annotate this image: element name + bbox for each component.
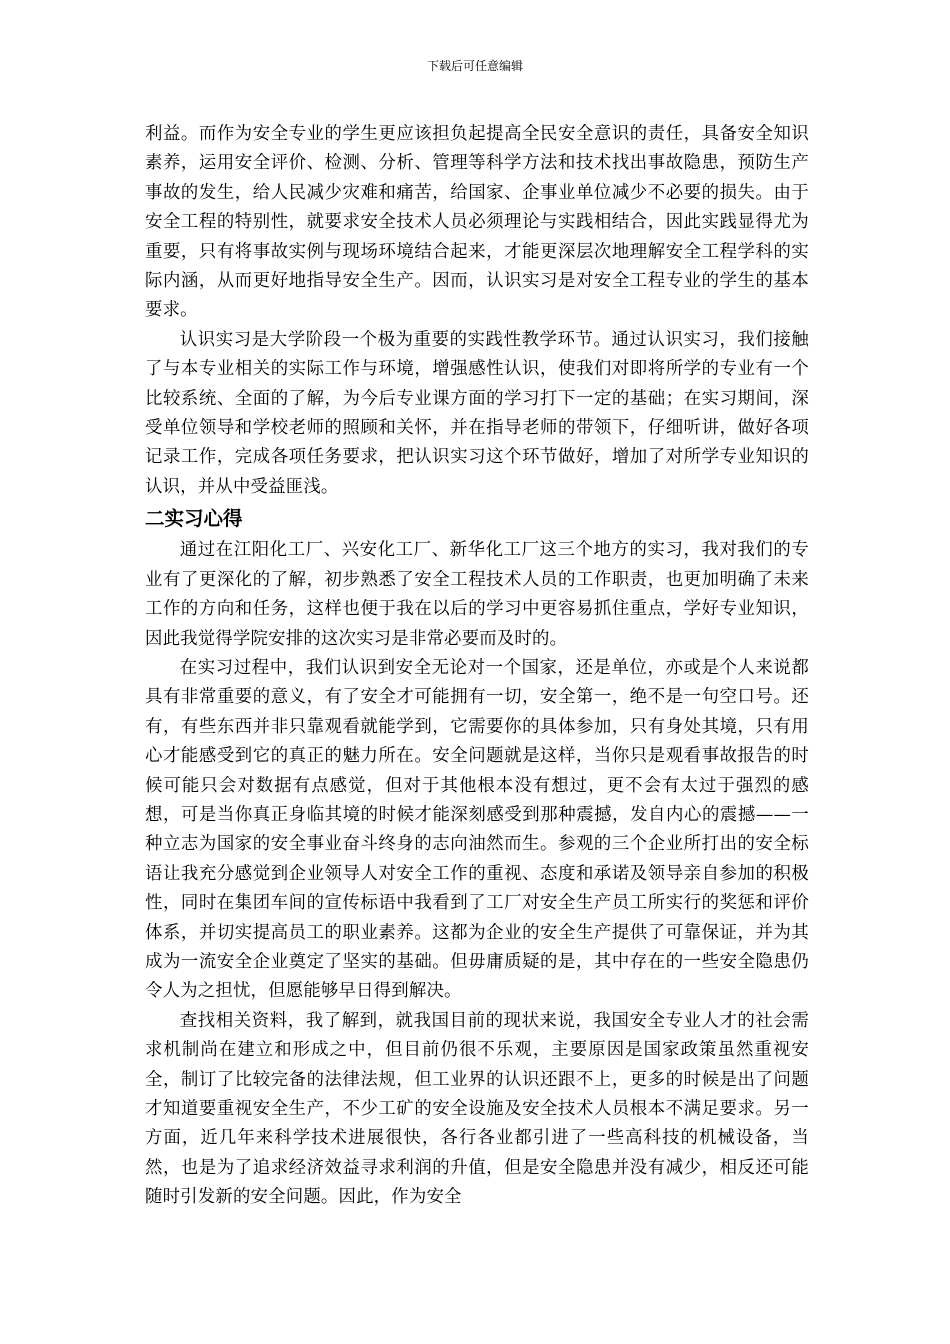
paragraph-continued: 利益。而作为安全专业的学生更应该担负起提高全民安全意识的责任，具备安全知识素养，运用安全评价、检测、分析、管理等科学方法和技术找出事故隐患，预防生产事故的发生，给人民减少灾难和痛苦，给国家、企事业单位减少不必要的损失。由于安全工程的特别性，就要求安全技术人员必须理论与实践相结合，因此实践显得尤为重要，只有将事故实例与现场环境结合起来，才能更深层次地理解安全工程学科的实际内涵，从而更好地指导安全生产。因而，认识实习是对安全工程专业的学生的基本要求。 [145, 124, 809, 321]
paragraph-internship-sites: 通过在江阳化工厂、兴安化工厂、新华化工厂这三个地方的实习，我对我们的专业有了更深化的了解，初步熟悉了安全工程技术人员的工作职责，也更加明确了未来工作的方向和任务，这样也便于我在以后的学习中更容易抓住重点，学好专业知识，因此我觉得学院安排的这次实习是非常必要而及时的。 [145, 540, 809, 649]
document-body [145, 120, 809, 1213]
page-header: 下载后可任意编辑 [426, 59, 523, 73]
section-heading: 二实习心得 [145, 507, 243, 531]
paragraph-safety-talent-demand: 查找相关资料，我了解到，就我国目前的现状来说，我国安全专业人才的社会需求机制尚在建立和形成之中，但目前仍很不乐观，主要原因是国家政策虽然重视安全，制订了比较完备的法律法规，但工业界的认识还跟不上，更多的时候是出了问题才知道要重视安全生产，不少工矿的安全设施及安全技术人员根本不满足要求。另一方面，近几年来科学技术进展很快，各行各业都引进了一些高科技的机械设备，当然，也是为了追求经济效益寻求利润的升值，但是安全隐患并没有减少，相反还可能随时引发新的安全问题。因此，作为安全 [145, 1010, 809, 1208]
paragraph-safety-importance: 在实习过程中，我们认识到安全无论对一个国家，还是单位，亦或是个人来说都具有非常重要的意义，有了安全才可能拥有一切，安全第一，绝不是一句空口号。还有，有些东西并非只靠观看就能学到，它需要你的具体参加，只有身处其境，只有用心才能感受到它的真正的魅力所在。安全问题就是这样，当你只是观看事故报告的时候可能只会对数据有点感觉，但对于其他根本没有想过，更不会有太过于强烈的感想，可是当你真正身临其境的时候才能深刻感受到那种震撼，发自内心的震撼——一种立志为国家的安全事业奋斗终身的志向油然而生。参观的三个企业所打出的安全标语让我充分感觉到企业领导人对安全工作的重视、态度和承诺及领导亲自参加的积极性，同时在集团车间的宣传标语中我看到了工厂对安全生产员工所实行的奖惩和评价体系，并切实提高员工的职业素养。这都为企业的安全生产提供了可靠保证，并为其成为一流安全企业奠定了坚实的基础。但毋庸质疑的是，其中存在的一些安全隐患仍令人为之担忧，但愿能够早日得到解决。 [145, 657, 809, 1002]
paragraph-recognition-internship: 认识实习是大学阶段一个极为重要的实践性教学环节。通过认识实习，我们接触了与本专业相关的实际工作与环境，增强感性认识，使我们对即将所学的专业有一个比较系统、全面的了解，为今后专业课方面的学习打下一定的基础；在实习期间，深受单位领导和学校老师的照顾和关怀，并在指导老师的带领下，仔细听讲，做好各项记录工作，完成各项任务要求，把认识实习这个环节做好，增加了对所学专业知识的认识，并从中受益匪浅。 [145, 329, 809, 497]
